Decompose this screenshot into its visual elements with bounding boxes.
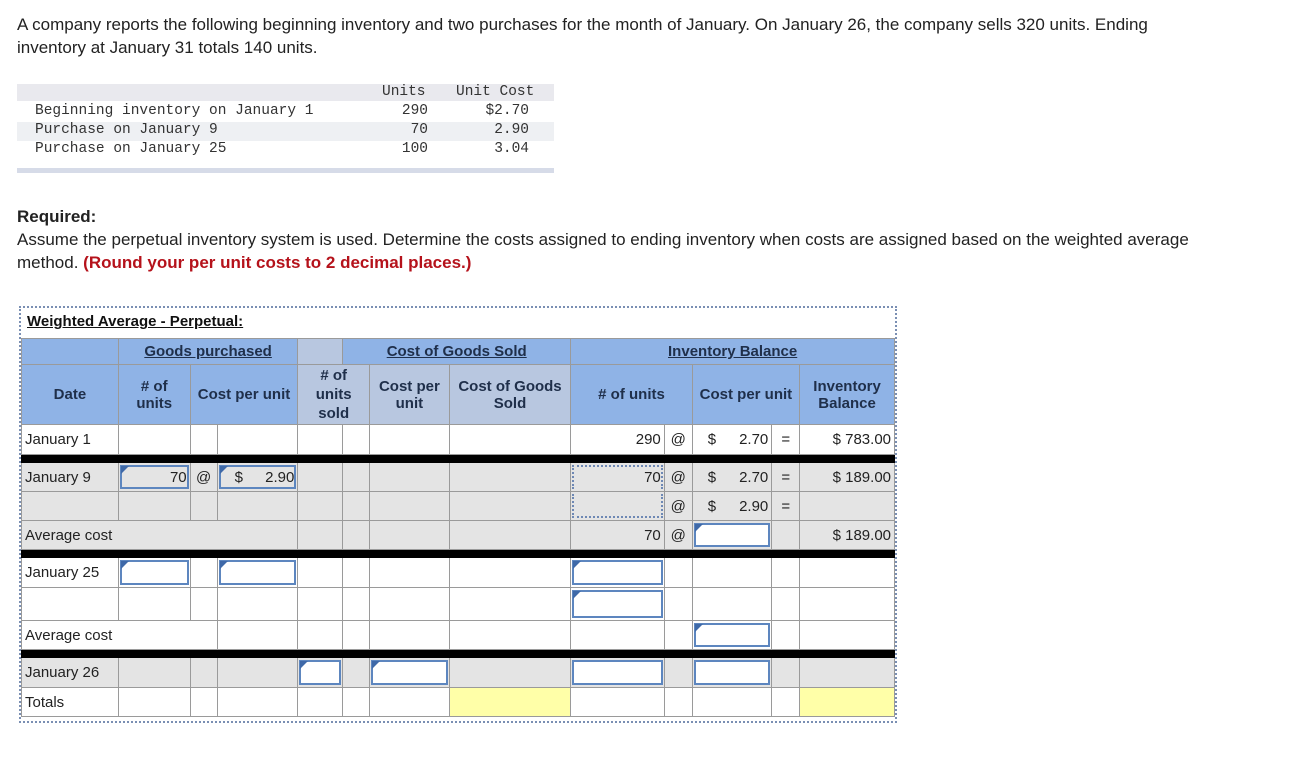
jan26-balance-units-input[interactable] bbox=[571, 658, 665, 688]
group-inventory-balance: Inventory Balance bbox=[571, 339, 895, 365]
row-average-cost-1: Average cost 70 @ $ 189.00 bbox=[22, 521, 895, 550]
col-balance-units: # of units bbox=[571, 365, 692, 425]
jan9-balance-units-input[interactable]: 70 bbox=[571, 463, 665, 492]
jan25-balance-units-input[interactable] bbox=[571, 558, 665, 588]
given-row: Purchase on January 9 70 2.90 bbox=[17, 122, 554, 141]
header-unit-cost: Unit Cost bbox=[456, 84, 535, 100]
required-text: Assume the perpetual inventory system is used. Determine the costs assigned to ending inventory when costs are assigned based on the weighted average method. bbox=[17, 230, 1189, 272]
rounding-note: (Round your per unit costs to 2 decimal places.) bbox=[83, 253, 472, 272]
jan26-units-sold-input[interactable] bbox=[298, 658, 343, 688]
row-january-9-layer: @ $ 2.90 = bbox=[22, 492, 895, 521]
required-heading: Required: bbox=[17, 207, 97, 226]
header-units: Units bbox=[382, 84, 426, 100]
worksheet bbox=[19, 306, 897, 723]
row-january-25-layer bbox=[22, 588, 895, 621]
jan26-balance-cost-input[interactable] bbox=[692, 658, 772, 688]
problem-intro: A company reports the following beginning inventory and two purchases for the month of January. On January 26, the company sells 320 units. Ending inventory at January 31 totals 140 units. bbox=[17, 15, 1148, 57]
row-january-1: January 1 290 @ $ 2.70 = $ 783.00 bbox=[22, 425, 895, 455]
col-cogs-cost-per-unit: Cost per unit bbox=[370, 365, 450, 425]
col-cost-of-goods-sold: Cost of Goods Sold bbox=[449, 365, 571, 425]
row-january-25: January 25 bbox=[22, 558, 895, 588]
jan25-layer-units-input[interactable] bbox=[571, 588, 665, 621]
total-cogs-cell[interactable] bbox=[449, 688, 571, 717]
given-row: Purchase on January 25 100 3.04 bbox=[35, 141, 529, 157]
row-january-9: January 9 70 @ $ 2.90 70 @ $ 2.70 = $ 189.00 bbox=[22, 463, 895, 492]
given-row: Beginning inventory on January 1 290 $2.70 bbox=[35, 103, 529, 119]
row-january-26: January 26 bbox=[22, 658, 895, 688]
col-date: Date bbox=[22, 365, 119, 425]
jan26-cogs-cost-input[interactable] bbox=[370, 658, 450, 688]
col-balance-cost-per-unit: Cost per unit bbox=[692, 365, 799, 425]
row-totals: Totals bbox=[22, 688, 895, 717]
jan9-layer-units-input[interactable] bbox=[571, 492, 665, 521]
avg2-cost-per-unit-input[interactable] bbox=[692, 621, 772, 650]
given-bottom-bar bbox=[17, 168, 554, 173]
col-units-sold: # of units sold bbox=[298, 365, 370, 425]
jan9-units-input[interactable]: 70 bbox=[118, 463, 190, 492]
col-cost-per-unit-purchased: Cost per unit bbox=[190, 365, 298, 425]
worksheet-table bbox=[21, 338, 895, 717]
group-cost-of-goods-sold: Cost of Goods Sold bbox=[343, 339, 571, 365]
col-inventory-balance: Inventory Balance bbox=[800, 365, 895, 425]
jan9-cost-input[interactable]: $ 2.90 bbox=[217, 463, 298, 492]
group-goods-purchased: Goods purchased bbox=[118, 339, 298, 365]
jan25-units-input[interactable] bbox=[118, 558, 190, 588]
worksheet-title: Weighted Average - Perpetual: bbox=[27, 313, 244, 330]
avg1-cost-per-unit-input[interactable] bbox=[692, 521, 772, 550]
total-inventory-balance-cell[interactable] bbox=[800, 688, 895, 717]
col-units-purchased: # of units bbox=[118, 365, 190, 425]
jan25-cost-input[interactable] bbox=[217, 558, 298, 588]
row-average-cost-2: Average cost bbox=[22, 621, 895, 650]
required-section bbox=[17, 205, 1217, 274]
